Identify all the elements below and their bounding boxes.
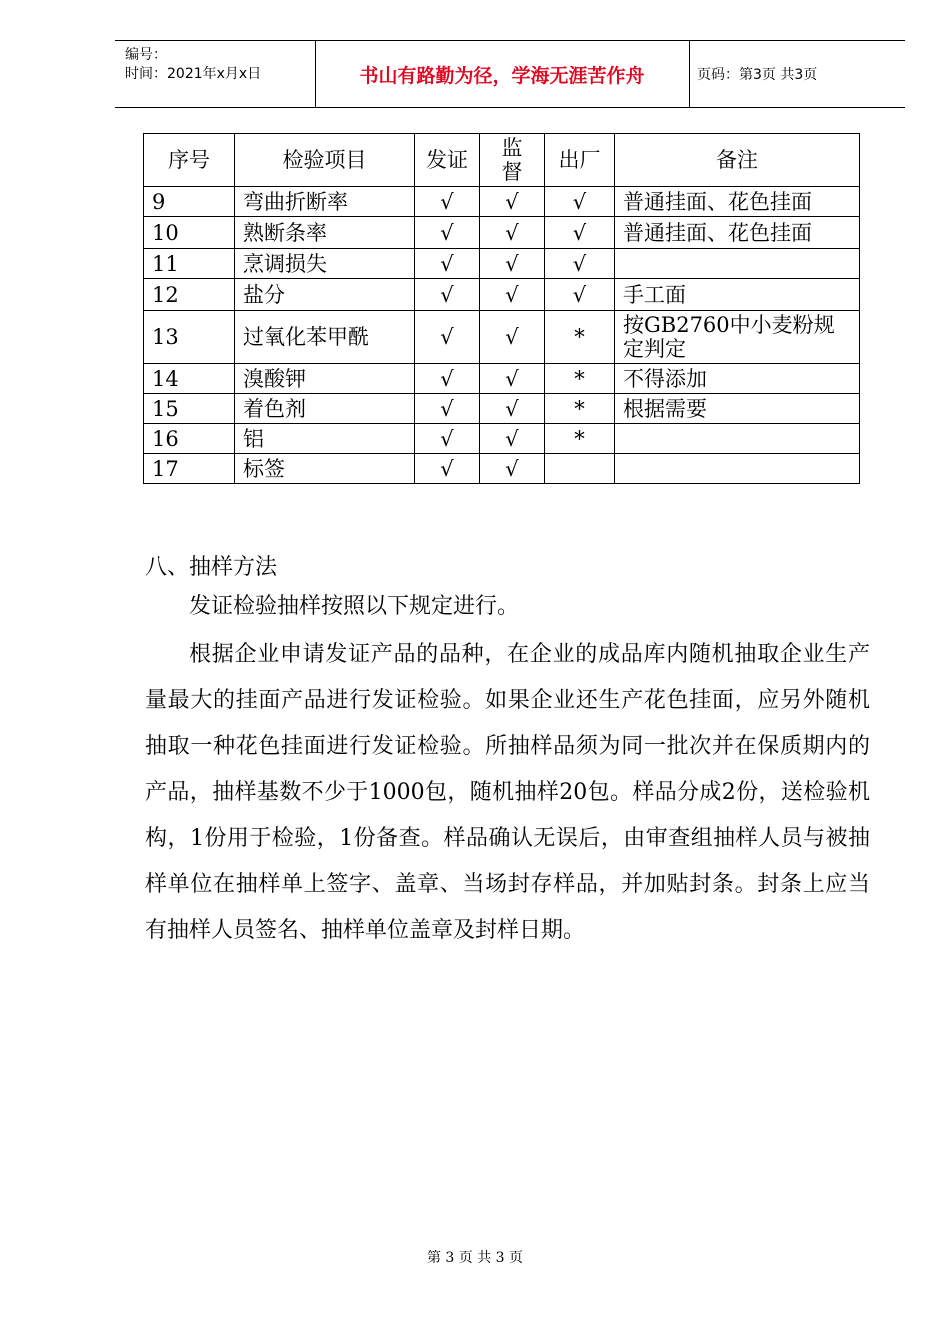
- cell-note: [615, 424, 860, 454]
- cell-no: 10: [144, 217, 235, 249]
- paragraph-body: 根据企业申请发证产品的品种，在企业的成品库内随机抽取企业生产量最大的挂面产品进行发证检验。如果企业还生产花色挂面，应另外随机抽取一种花色挂面进行发证检验。所抽样品须为同一批次并在保质期内的产品，抽样基数不少于1000包，随机抽样20包。样品分成2份，送检验机构，1份用于检验，1份备查。样品确认无误后，由审查组抽样人员与被抽样单位在抽样单上签字、盖章、当场封存样品，并加贴封条。封条上应当有抽样人员签名、抽样单位盖章及封样日期。: [145, 642, 870, 943]
- cell-jd: √: [480, 394, 545, 424]
- cell-note: 按GB2760中小麦粉规定判定: [615, 311, 860, 364]
- cell-fz: √: [415, 364, 480, 394]
- cell-item: 铝: [235, 424, 415, 454]
- cell-jd: √: [480, 217, 545, 249]
- cell-item: 盐分: [235, 279, 415, 311]
- cell-item: 熟断条率: [235, 217, 415, 249]
- header-page-info: 页码：第3页 共3页: [697, 67, 818, 83]
- cell-fz: √: [415, 217, 480, 249]
- cell-note: [615, 249, 860, 279]
- cell-jd: √: [480, 364, 545, 394]
- col-header-jd: [480, 134, 545, 187]
- table-row: [144, 311, 860, 364]
- cell-fz: √: [415, 394, 480, 424]
- cell-jd: √: [480, 454, 545, 484]
- cell-item: 烹调损失: [235, 249, 415, 279]
- cell-no: 13: [144, 311, 235, 364]
- col-header-fz: 发证: [415, 134, 480, 187]
- cell-item: 弯曲折断率: [235, 187, 415, 217]
- table-row: [144, 217, 860, 249]
- col-header-note: 备注: [615, 134, 860, 187]
- section-title: 八、抽样方法: [145, 555, 278, 580]
- col-header-item: 检验项目: [235, 134, 415, 187]
- cell-cc: √: [545, 249, 615, 279]
- cell-item: 溴酸钾: [235, 364, 415, 394]
- time-label: 时间：2021年x月x日: [125, 66, 262, 82]
- cell-fz: √: [415, 424, 480, 454]
- page-footer: 第 3 页 共 3 页: [426, 1250, 524, 1266]
- cell-fz: √: [415, 454, 480, 484]
- inspection-table: [143, 133, 860, 484]
- paragraph-intro: 发证检验抽样按照以下规定进行。: [189, 594, 520, 619]
- cell-cc: √: [545, 187, 615, 217]
- cell-no: 9: [144, 187, 235, 217]
- cell-jd: √: [480, 424, 545, 454]
- cell-fz: √: [415, 187, 480, 217]
- cell-jd: √: [480, 279, 545, 311]
- cell-note: 根据需要: [615, 394, 860, 424]
- cell-note: 普通挂面、花色挂面: [615, 217, 860, 249]
- cell-jd: √: [480, 187, 545, 217]
- cell-cc: *: [545, 424, 615, 454]
- cell-note: 手工面: [615, 279, 860, 311]
- cell-jd: √: [480, 249, 545, 279]
- page-header: [115, 40, 905, 108]
- table-row: [144, 249, 860, 279]
- cell-fz: √: [415, 249, 480, 279]
- col-header-no: 序号: [144, 134, 235, 187]
- cell-no: 17: [144, 454, 235, 484]
- cell-no: 16: [144, 424, 235, 454]
- cell-item: 着色剂: [235, 394, 415, 424]
- table-row: [144, 187, 860, 217]
- col-header-jd-text: 监督: [501, 136, 523, 184]
- cell-cc: [545, 454, 615, 484]
- code-label: 编号：: [125, 47, 167, 63]
- cell-cc: *: [545, 394, 615, 424]
- cell-no: 14: [144, 364, 235, 394]
- cell-no: 11: [144, 249, 235, 279]
- cell-note: 普通挂面、花色挂面: [615, 187, 860, 217]
- cell-fz: √: [415, 279, 480, 311]
- cell-no: 12: [144, 279, 235, 311]
- table-row: [144, 394, 860, 424]
- table-row: [144, 424, 860, 454]
- cell-no: 15: [144, 394, 235, 424]
- col-header-cc: 出厂: [545, 134, 615, 187]
- cell-cc: √: [545, 217, 615, 249]
- table-header-row: [144, 134, 860, 187]
- cell-cc: √: [545, 279, 615, 311]
- cell-jd: √: [480, 311, 545, 364]
- header-motto: 书山有路勤为径，学海无涯苦作舟: [315, 41, 690, 107]
- cell-cc: *: [545, 311, 615, 364]
- header-meta: [115, 41, 316, 107]
- table-row: [144, 279, 860, 311]
- cell-cc: *: [545, 364, 615, 394]
- cell-item: 标签: [235, 454, 415, 484]
- cell-fz: √: [415, 311, 480, 364]
- table-row: [144, 364, 860, 394]
- table-row: [144, 454, 860, 484]
- cell-note: [615, 454, 860, 484]
- cell-note: 不得添加: [615, 364, 860, 394]
- cell-item: 过氧化苯甲酰: [235, 311, 415, 364]
